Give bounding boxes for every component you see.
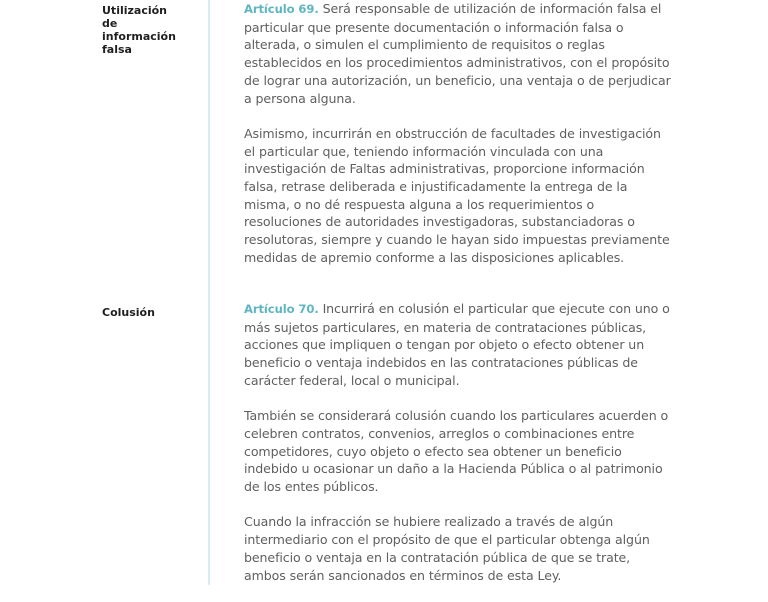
section-title-line: de [102,17,118,30]
article-reference: Artículo 69. [244,2,319,16]
article-paragraph [244,407,672,496]
paragraph-text: También se considerará colusión cuando los particulares acuerden o celebren contratos, convenios, arreglos o combinaciones entre competidores, cuyo objeto o efecto sea obtener un beneficio indebido u ocasionar un daño a la Hacienda Pública o al patrimonio de los entes públicos. [244,408,669,495]
paragraph-text: Cuando la infracción se hubiere realizado a través de algún intermediario con el propósito de que el particular obtenga algún beneficio o ventaja en la contratación pública de que se trate, ambos serán sancionados en términos de esta Ley. [244,514,650,583]
article-paragraph [244,0,672,107]
section-title-line: información [102,30,176,43]
article-paragraph [244,125,672,267]
article-reference: Artículo 70. [244,302,319,316]
section-title-line: falsa [102,43,132,56]
article-body [244,300,672,602]
paragraph-text: Asimismo, incurrirán en obstrucción de facultades de investigación el particular que, teniendo información vinculada con una investigación de Faltas administrativas, proporcione información falsa, retrase deliberada e injustificadamente la entrega de la misma, o no dé respuesta alguna a los requerimientos o resoluciones de autoridades investigadoras, substanciadoras o resolutoras, siempre y cuando le hayan sido impuestas previamente medidas de apremio conforme a las disposiciones aplicables. [244,125,670,265]
paragraph-text: Será responsable de utilización de información falsa el particular que presente documentación o información falsa o alterada, o simulen el cumplimiento de requisitos o reglas establecidos en los procedimientos administrativos, con el propósito de lograr una autorización, un beneficio, una ventaja o de perjudicar a persona alguna. [244,1,671,106]
section-title [102,306,202,319]
column-divider [208,0,210,585]
article-body [244,0,672,284]
section-title-line: Utilización [102,4,168,17]
paragraph-text: Incurrirá en colusión el particular que ejecute con uno o más sujetos particulares, en materia de contrataciones públicas, acciones que impliquen o tengan por objeto o efecto obtener un beneficio o ventaja indebidos en las contrataciones públicas de carácter federal, local o municipal. [244,301,670,388]
section-title-line: Colusión [102,306,155,319]
article-paragraph [244,513,672,584]
article-paragraph [244,300,672,390]
section-title [102,4,202,56]
